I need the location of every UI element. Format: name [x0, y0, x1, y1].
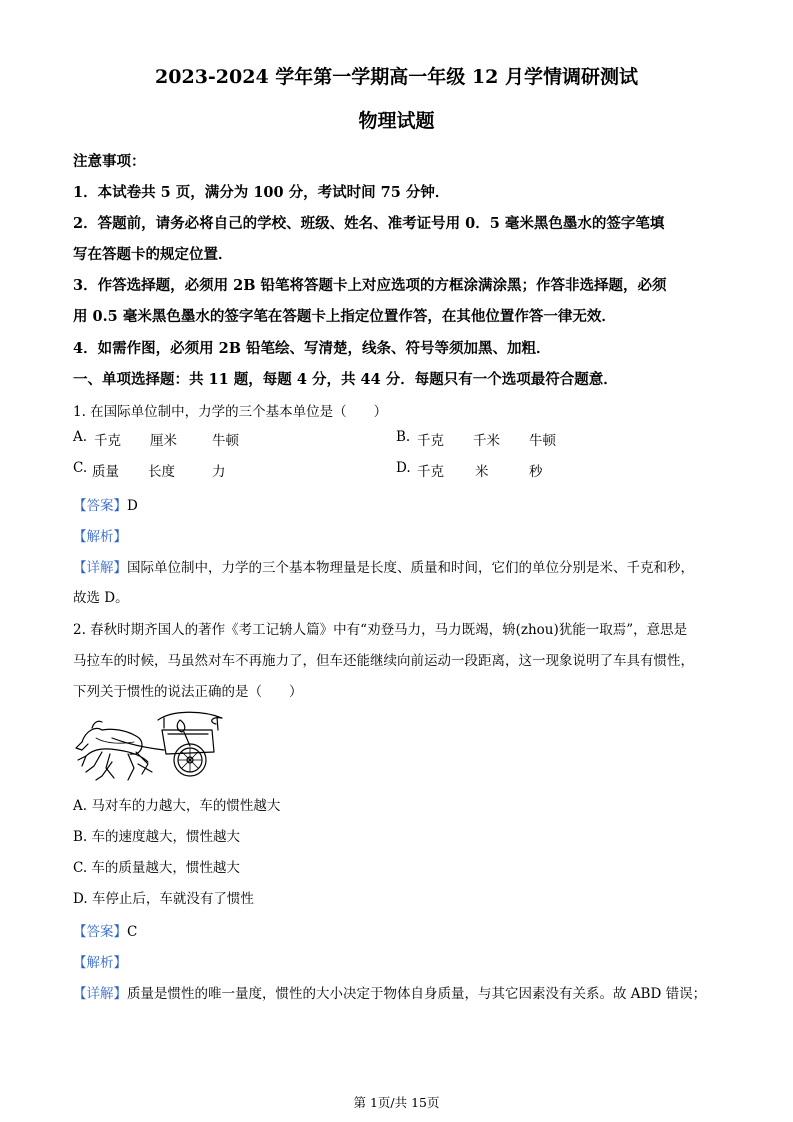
page-number: 第 1页/共 15页 [353, 1095, 440, 1110]
horse-chariot-illustration [72, 708, 232, 788]
answer-value: C [127, 924, 138, 940]
q1-detail-cont: 故选 D。 [73, 590, 129, 606]
option-term: 长度 [148, 464, 175, 480]
q1-option-a [73, 429, 239, 449]
q1-answer [73, 494, 138, 514]
q2-option-b: B. 车的速度越大，惯性越大 [73, 829, 241, 845]
answer-tag: 【答案】 [73, 924, 127, 940]
note-item-3-cont: 用 0.5 毫米黑色墨水的签字笔在答题卡上指定位置作答，在其他位置作答一律无效． [73, 308, 616, 325]
detail-tag: 【详解】 [73, 986, 127, 1002]
section-heading: 一、单项选择题：共 11 题，每题 4 分，共 44 分．每题只有一个选项最符合题意． [73, 371, 618, 388]
option-letter: D. [396, 460, 411, 476]
option-letter: B. [396, 429, 411, 445]
option-term: 厘米 [150, 433, 177, 449]
q1-option-b [396, 429, 556, 449]
q2-option-c: C. 车的质量越大，惯性越大 [73, 860, 240, 876]
detail-text: 国际单位制中，力学的三个基本物理量是长度、质量和时间，它们的单位分别是米、千克和秒， [127, 560, 694, 576]
notes-heading: 注意事项： [73, 153, 146, 170]
option-letter: C. [73, 460, 88, 476]
option-term: 牛顿 [212, 433, 239, 449]
note-item-3: 3．作答选择题，必须用 2B 铅笔将答题卡上对应选项的方框涂满涂黑；作答非选择题，必须 [73, 277, 667, 294]
q2-stem-line1: 2. 春秋时期齐国人的著作《考工记辀人篇》中有“劝登马力，马力既竭，辀(zhou)犹能一取焉”，意思是 [73, 622, 688, 638]
note-item-2: 2．答题前，请务必将自己的学校、班级、姓名、准考证号用 0．5 毫米黑色墨水的签字笔填 [73, 215, 665, 232]
q1-option-c [73, 460, 226, 480]
q1-stem: 1. 在国际单位制中，力学的三个基本单位是（ ） [73, 404, 388, 420]
option-term: 千克 [417, 464, 444, 480]
option-term: 质量 [92, 464, 119, 480]
note-item-1: 1．本试卷共 5 页，满分为 100 分，考试时间 75 分钟． [73, 184, 450, 201]
q2-detail [73, 982, 706, 1002]
option-term: 力 [212, 464, 226, 480]
option-term: 秒 [529, 464, 543, 480]
option-term: 牛顿 [529, 433, 556, 449]
detail-tag: 【详解】 [73, 560, 127, 576]
q1-detail [73, 556, 694, 576]
option-term: 千克 [417, 433, 444, 449]
q2-option-a: A. 马对车的力越大，车的惯性越大 [73, 798, 281, 814]
subject-title: 物理试题 [358, 110, 435, 132]
option-term: 千克 [94, 433, 121, 449]
option-term: 米 [475, 464, 489, 480]
detail-text: 质量是惯性的唯一量度，惯性的大小决定于物体自身质量，与其它因素没有关系。故 ABD 错误； [127, 986, 707, 1002]
answer-tag: 【答案】 [73, 498, 127, 514]
q2-stem-line2: 马拉车的时候，马虽然对车不再施力了，但车还能继续向前运动一段距离，这一现象说明了车具有惯性， [73, 653, 694, 669]
q1-analysis-tag: 【解析】 [73, 529, 127, 545]
option-letter: A. [73, 429, 88, 445]
note-item-2-cont: 写在答题卡的规定位置． [73, 246, 233, 263]
q1-option-d [396, 460, 543, 480]
q2-analysis-tag: 【解析】 [73, 955, 127, 971]
option-term: 千米 [473, 433, 500, 449]
exam-title: 2023-2024 学年第一学期高一年级 12 月学情调研测试 [155, 66, 638, 88]
note-item-4: 4．如需作图，必须用 2B 铅笔绘、写清楚，线条、符号等须加黑、加粗． [73, 340, 551, 357]
q2-answer [73, 920, 137, 940]
q2-option-d: D. 车停止后，车就没有了惯性 [73, 891, 254, 907]
answer-value: D [127, 498, 138, 514]
q2-stem-line3: 下列关于惯性的说法正确的是（ ） [73, 684, 303, 700]
